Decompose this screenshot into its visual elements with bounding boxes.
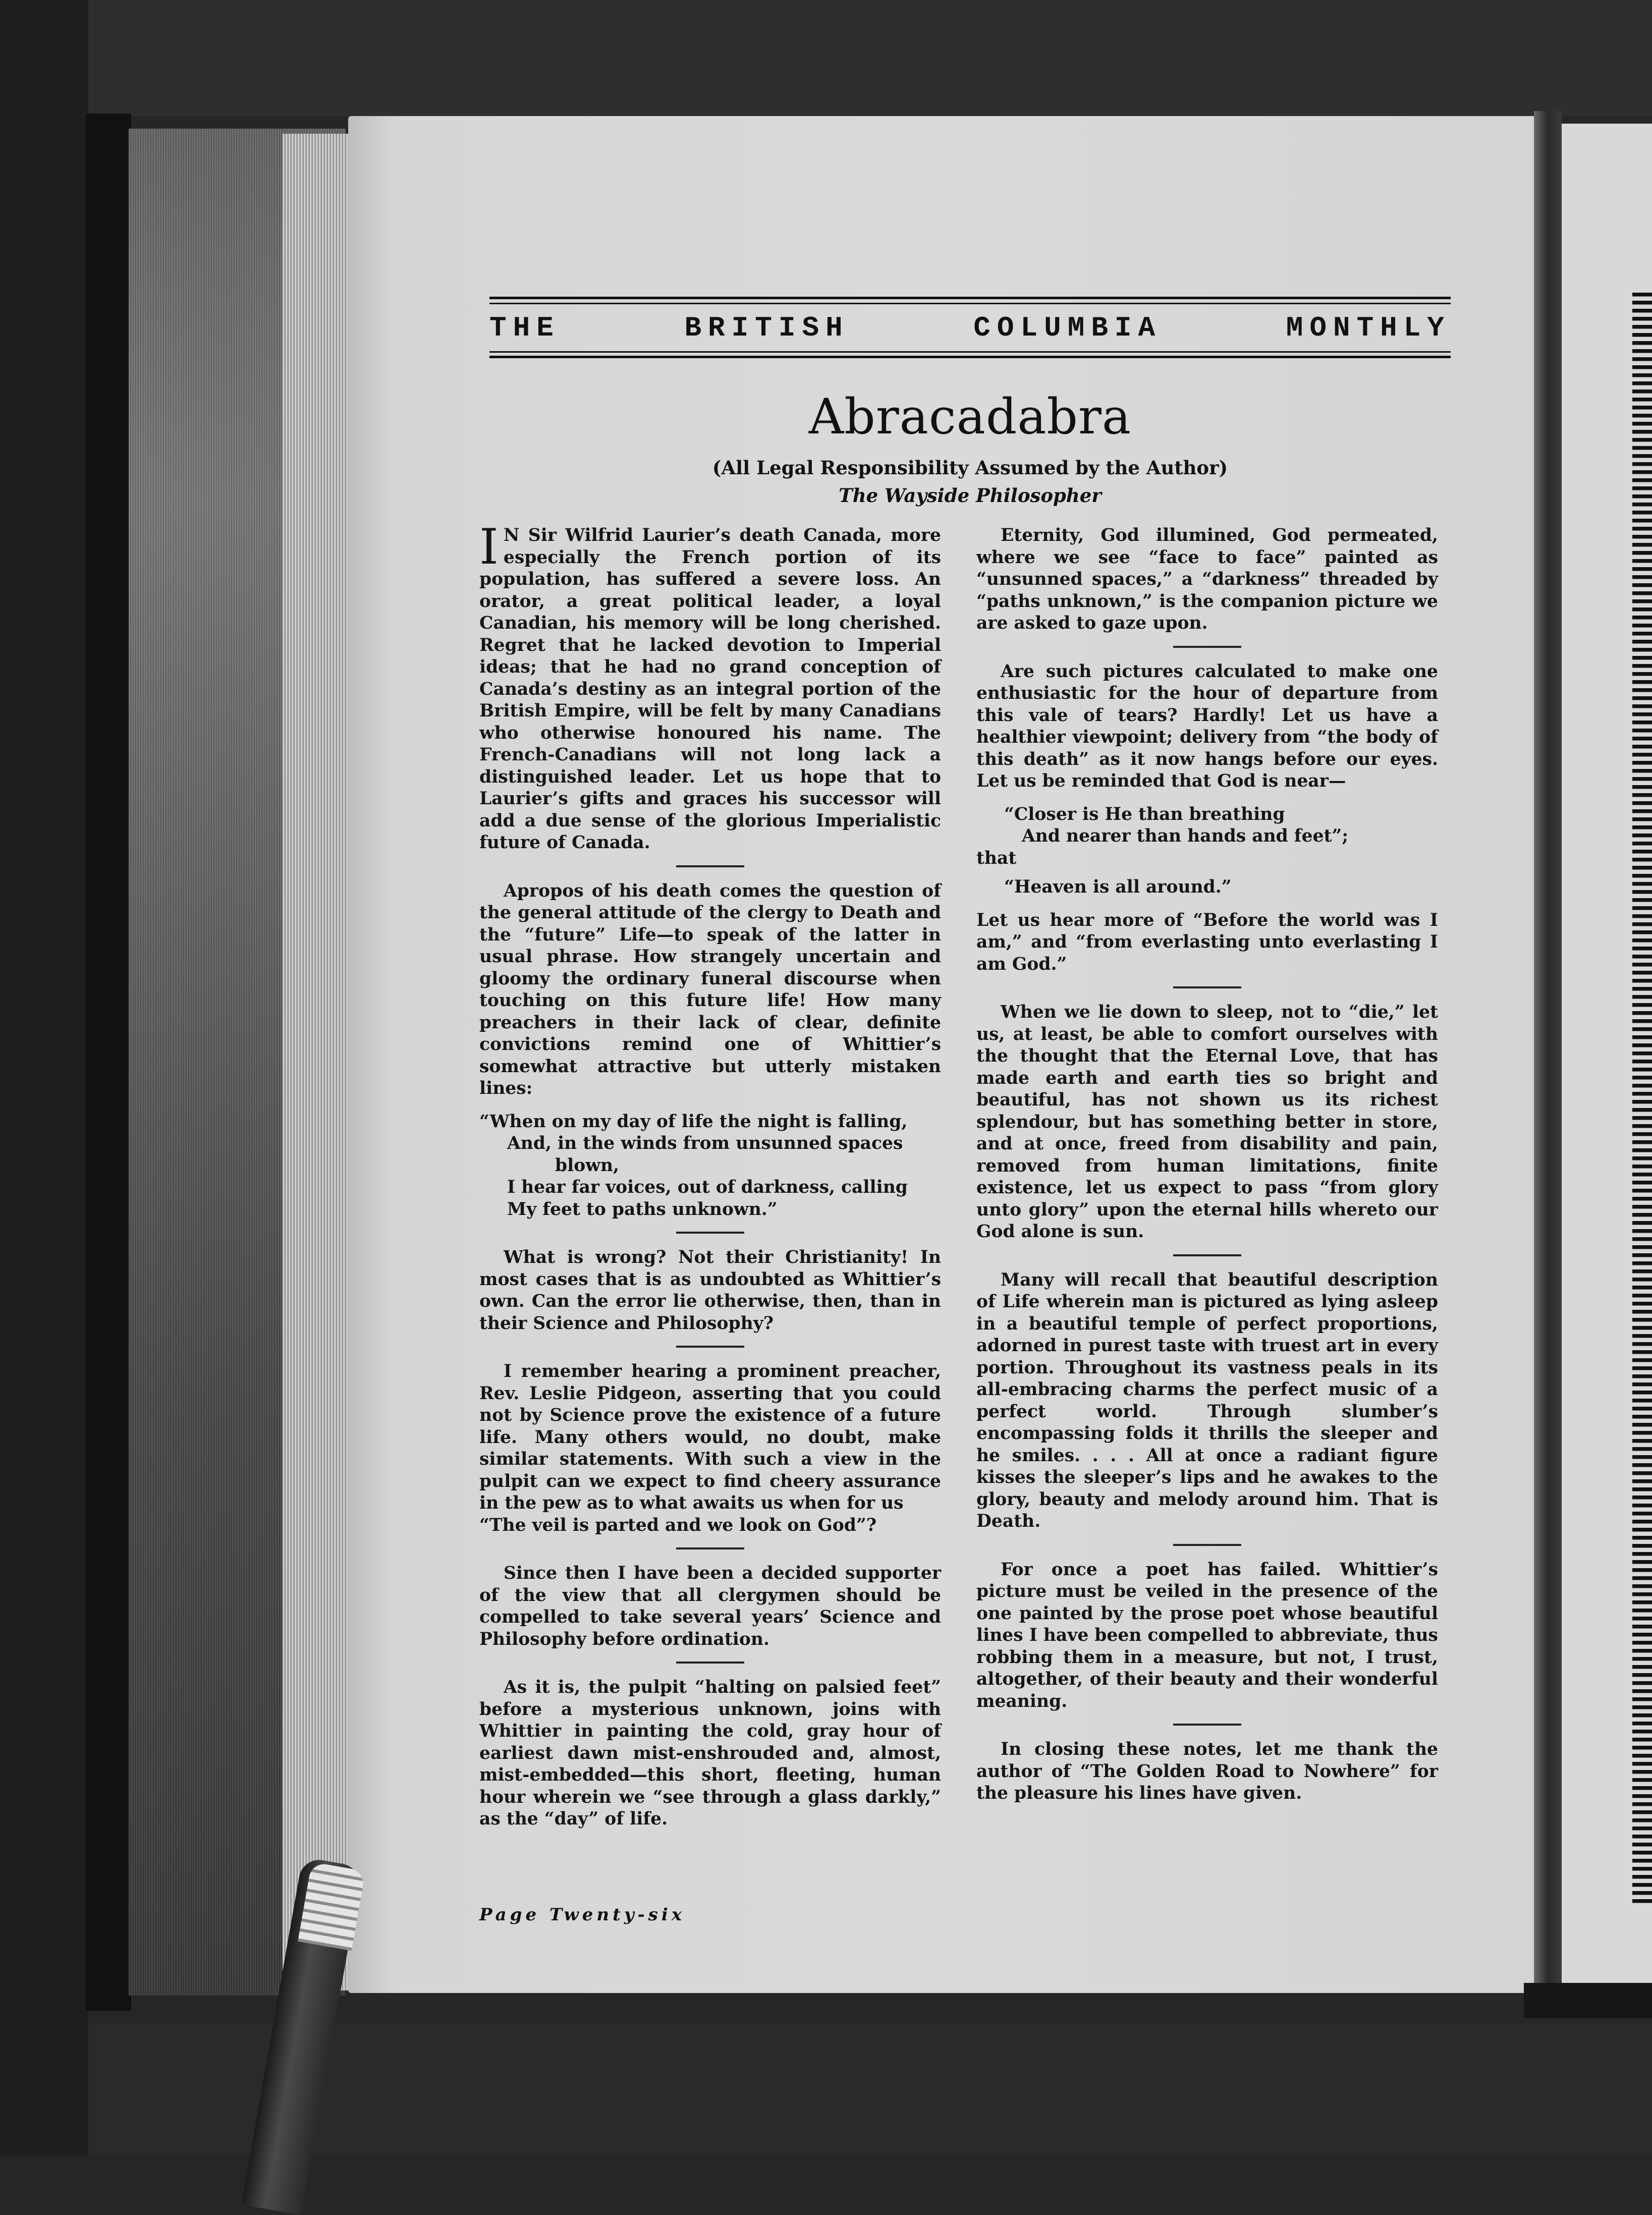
book-spine [1534,111,1562,2008]
page-number: Page Twenty-six [479,1905,686,1925]
section-divider [1173,1544,1241,1546]
section-divider [1173,1724,1241,1726]
poem-line: “When on my day of life the night is falling, [479,1111,908,1132]
masthead-word: MONTHLY [1286,312,1451,344]
poem-quote [479,1111,941,1221]
masthead-rule-top-thin [489,303,1451,304]
article-title: Abracadabra [808,389,1132,445]
paragraph: Eternity, God illumined, God permeated, where we see “face to face” painted as “unsunned spaces,” a “darkness” threaded by “paths unknown,” is the companion picture we are asked to gaze upon. [976,525,1438,633]
book-cover-bottom [1524,1983,1652,2018]
paragraph: When we lie down to sleep, not to “die,” let us, at least, be able to comfort ourselves with the thought that the Eternal Love, that has made earth and earth ties so bright and beautiful, has not shown us its richest splendour, but has something better in store, and at once, freed from disability and pain, removed from human limitations, finite existence, let us expect to pass “from glory unto glory” upon the eternal hills whereto our God alone is sun. [976,1002,1438,1242]
masthead-rule-top [489,297,1451,299]
section-divider [1173,646,1241,648]
page-edges [283,134,348,1990]
facing-page-text-edge [1632,293,1652,1907]
poem-line: My feet to paths unknown.” [507,1199,778,1220]
masthead-rule-bottom [489,356,1451,358]
masthead-word: THE [489,312,560,344]
poem-line: that [976,848,1017,868]
background-left [0,0,88,2155]
section-divider [676,1547,744,1549]
masthead [489,308,1451,348]
section-divider [676,1662,744,1664]
poem-line: blown, [555,1155,620,1176]
paragraph: I remember hearing a prominent preacher, Rev. Leslie Pidgeon, asserting that you could not by Science prove the existence of a future life. Many others would, no doubt, make similar statements. With such a view in the pulpit can we expect to find cheery assurance in the pew as to what awaits us when for us [479,1361,941,1513]
paragraph: Since then I have been a decided supporter of the view that all clergymen should be compelled to take several years’ Science and Philosophy before ordination. [479,1563,941,1649]
book-cover-left [86,114,131,2011]
left-column [479,519,941,1842]
poem-line: I hear far voices, out of darkness, calling [507,1177,908,1197]
poem-line: “Closer is He than breathing [1004,804,1285,824]
paragraph: IN Sir Wilfrid Laurier’s death Canada, more especially the French portion of its population, has suffered a severe loss. An orator, a great political leader, a loyal Canadian, his memory will be long cherished. Regret that he lacked devotion to Imperial ideas; that he had no grand conception of Canada’s destiny as an integral portion of the British Empire, will be felt by many Canadians who otherwise honoured his name. The French-Canadians will not long lack a distinguished leader. Let us hope that to Laurier’s gifts and graces his successor will add a due sense of the glorious Imperialistic future of Canada. [479,519,941,853]
background-bottom [0,2023,1652,2155]
poem-quote [976,804,1438,899]
quote-line: “The veil is parted and we look on God”? [479,1515,877,1535]
section-divider [676,865,744,867]
article-subtitle: (All Legal Responsibility Assumed by the Author) [712,457,1228,479]
section-divider [1173,1254,1241,1256]
paragraph: What is wrong? Not their Christianity! In most cases that is as undoubted as Whittier’s own. Can the error lie otherwise, then, than in their Science and Philosophy? [479,1247,941,1334]
masthead-rule-bottom-thin [489,351,1451,353]
poem-line: “Heaven is all around.” [1004,877,1232,897]
right-column [976,525,1438,1816]
section-divider [1173,986,1241,988]
paragraph: As it is, the pulpit “halting on palsied feet” before a mysterious unknown, joins with Whittier in painting the cold, gray hour of earliest dawn mist-enshrouded and, almost, mist-embedded—this short, fleeting, human hour wherein we “see through a glass darkly,” as the “day” of life. [479,1677,941,1829]
background-top [0,0,1652,116]
paragraph: For once a poet has failed. Whittier’s picture must be veiled in the presence of the one painted by the prose poet whose beautiful lines I have been compelled to abbreviate, thus robbing them in a measure, but not, I trust, altogether, of their beauty and their wonderful meaning. [976,1559,1438,1711]
section-divider [676,1232,744,1234]
poem-line: And nearer than hands and feet”; [1022,826,1349,846]
poem-line: And, in the winds from unsunned spaces [507,1133,903,1153]
paragraph: Many will recall that beautiful description of Life wherein man is pictured as lying asleep in a beautiful temple of perfect proportions, adorned in purest taste with truest art in every portion. Throughout its vastness peals in its all-embracing charms the perfect music of a perfect world. Through slumber’s encompassing folds it thrills the sleeper and he smiles. . . . All at once a radiant figure kisses the sleeper’s lips and he awakes to the glory, beauty and melody around him. That is Death. [976,1269,1438,1531]
paragraph: In closing these notes, let me thank the author of “The Golden Road to Nowhere” for the pleasure his lines have given. [976,1739,1438,1803]
masthead-word: COLUMBIA [973,312,1162,344]
paragraph: Apropos of his death comes the question of the general attitude of the clergy to Death and the “future” Life—to speak of the latter in usual phrase. How strangely uncertain and gloomy the ordinary funeral discourse when touching on this future life! How many preachers in their lack of clear, definite convictions remind one of Whittier’s somewhat attractive but utterly mistaken lines: [479,880,941,1098]
paragraph: Are such pictures calculated to make one enthusiastic for the hour of departure from this vale of tears? Hardly! Let us have a healthier viewpoint; delivery from “the body of this death” as it now hangs before our eyes. Let us be reminded that God is near— [976,661,1438,791]
section-divider [676,1346,744,1348]
article-byline: The Wayside Philosopher [839,484,1102,507]
paragraph: Let us hear more of “Before the world was I am,” and “from everlasting unto everlasting I am God.” [976,910,1438,974]
masthead-word: BRITISH [684,312,849,344]
